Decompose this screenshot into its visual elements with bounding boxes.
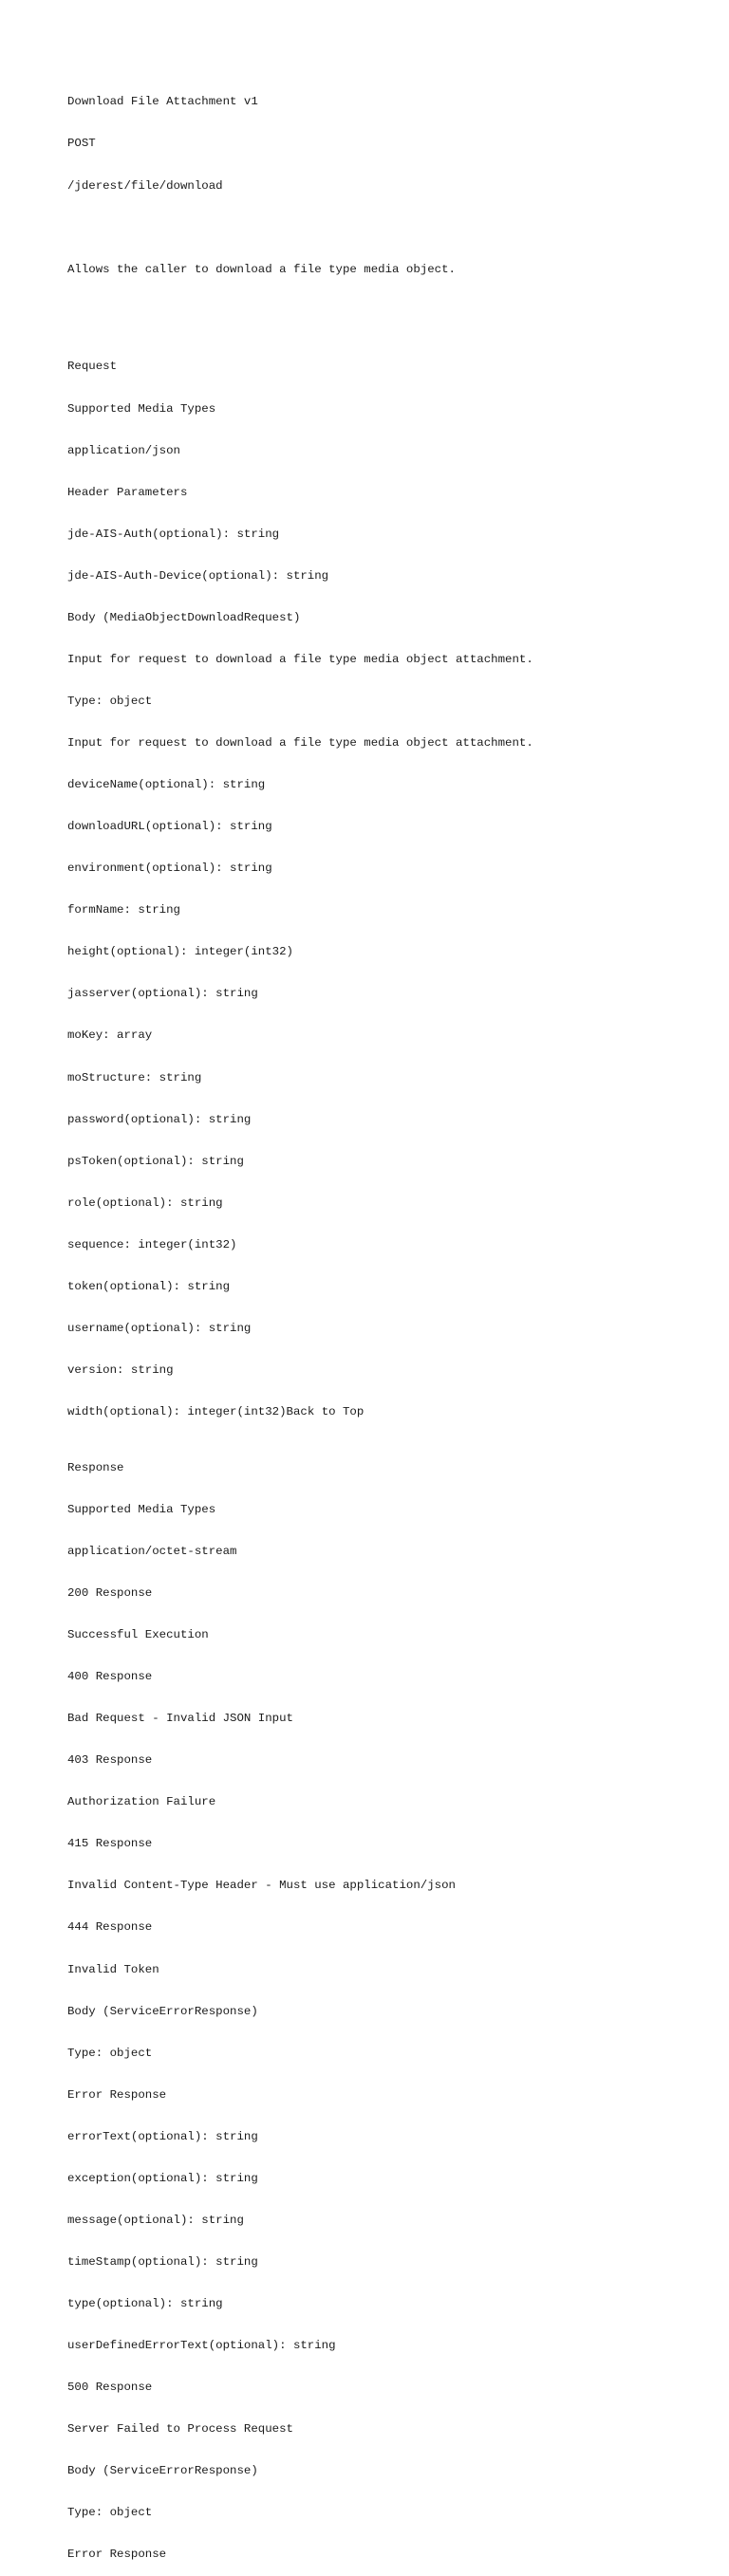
api-doc: [67, 67, 533, 2576]
request-field: environment(optional): string: [67, 862, 272, 876]
server-error-body-label: Body (ServiceErrorResponse): [67, 2464, 258, 2478]
error-field: errorText(optional): string: [67, 2129, 258, 2143]
error-field: userDefinedErrorText(optional): string: [67, 2339, 336, 2353]
response-heading: Response: [67, 1460, 124, 1474]
request-field: sequence: integer(int32): [67, 1237, 237, 1251]
response-code-description: Successful Execution: [67, 1628, 209, 1641]
response-media-type: application/octet-stream: [67, 1544, 237, 1558]
page-title: Download File Attachment v1: [67, 95, 258, 109]
request-field: formName: string: [67, 903, 180, 917]
response-code: 500 Response: [67, 2381, 153, 2395]
request-field: downloadURL(optional): string: [67, 820, 272, 834]
request-heading: Request: [67, 360, 118, 374]
response-code-description: Authorization Failure: [67, 1795, 216, 1809]
request-body-type: Type: object: [67, 694, 153, 708]
request-field: deviceName(optional): string: [67, 778, 266, 792]
error-body-description: Error Response: [67, 2087, 167, 2102]
server-error-body-description: Error Response: [67, 2548, 167, 2562]
error-field: exception(optional): string: [67, 2171, 258, 2185]
request-body-label: Body (MediaObjectDownloadRequest): [67, 610, 301, 624]
request-field: width(optional): integer(int32): [67, 1405, 287, 1418]
request-field: version: string: [67, 1362, 174, 1377]
request-field: height(optional): integer(int32): [67, 945, 293, 959]
back-to-top-link[interactable]: Back to Top: [286, 1405, 364, 1418]
error-field: timeStamp(optional): string: [67, 2254, 258, 2269]
endpoint-path: /jderest/file/download: [67, 178, 223, 193]
response-code: 200 Response: [67, 1585, 153, 1600]
request-field: psToken(optional): string: [67, 1154, 244, 1168]
response-code-description: Server Failed to Process Request: [67, 2422, 293, 2437]
error-field: message(optional): string: [67, 2213, 244, 2227]
error-body-type: Type: object: [67, 2046, 153, 2060]
response-code-description: Invalid Token: [67, 1962, 159, 1976]
http-method: POST: [67, 137, 96, 151]
request-field-row: [67, 1405, 533, 1419]
request-field: moKey: array: [67, 1029, 153, 1043]
request-body-description: Input for request to download a file type media object attachment.: [67, 652, 533, 666]
header-param: jde-AIS-Auth-Device(optional): string: [67, 568, 329, 583]
server-error-body-type: Type: object: [67, 2506, 153, 2520]
request-field: role(optional): string: [67, 1195, 223, 1210]
request-field: password(optional): string: [67, 1112, 252, 1126]
response-code-description: Invalid Content-Type Header - Must use application/json: [67, 1879, 456, 1893]
error-body-label: Body (ServiceErrorResponse): [67, 2004, 258, 2018]
response-code: 444 Response: [67, 1920, 153, 1935]
response-media-types-label: Supported Media Types: [67, 1502, 216, 1516]
request-media-types-label: Supported Media Types: [67, 401, 216, 416]
request-media-type: application/json: [67, 443, 180, 457]
header-param: jde-AIS-Auth(optional): string: [67, 527, 280, 541]
request-field: jasserver(optional): string: [67, 987, 258, 1001]
request-field: token(optional): string: [67, 1279, 231, 1293]
request-field: moStructure: string: [67, 1070, 202, 1084]
spacer: [67, 305, 533, 319]
response-code: 415 Response: [67, 1837, 153, 1851]
header-params-label: Header Parameters: [67, 485, 188, 499]
response-code: 403 Response: [67, 1753, 153, 1768]
request-field: username(optional): string: [67, 1321, 252, 1335]
spacer: [67, 221, 533, 235]
error-field: type(optional): string: [67, 2297, 223, 2310]
response-code: 400 Response: [67, 1670, 153, 1684]
endpoint-description: Allows the caller to download a file type media object.: [67, 262, 456, 276]
response-code-description: Bad Request - Invalid JSON Input: [67, 1712, 293, 1726]
request-body-description-2: Input for request to download a file type media object attachment.: [67, 736, 533, 750]
